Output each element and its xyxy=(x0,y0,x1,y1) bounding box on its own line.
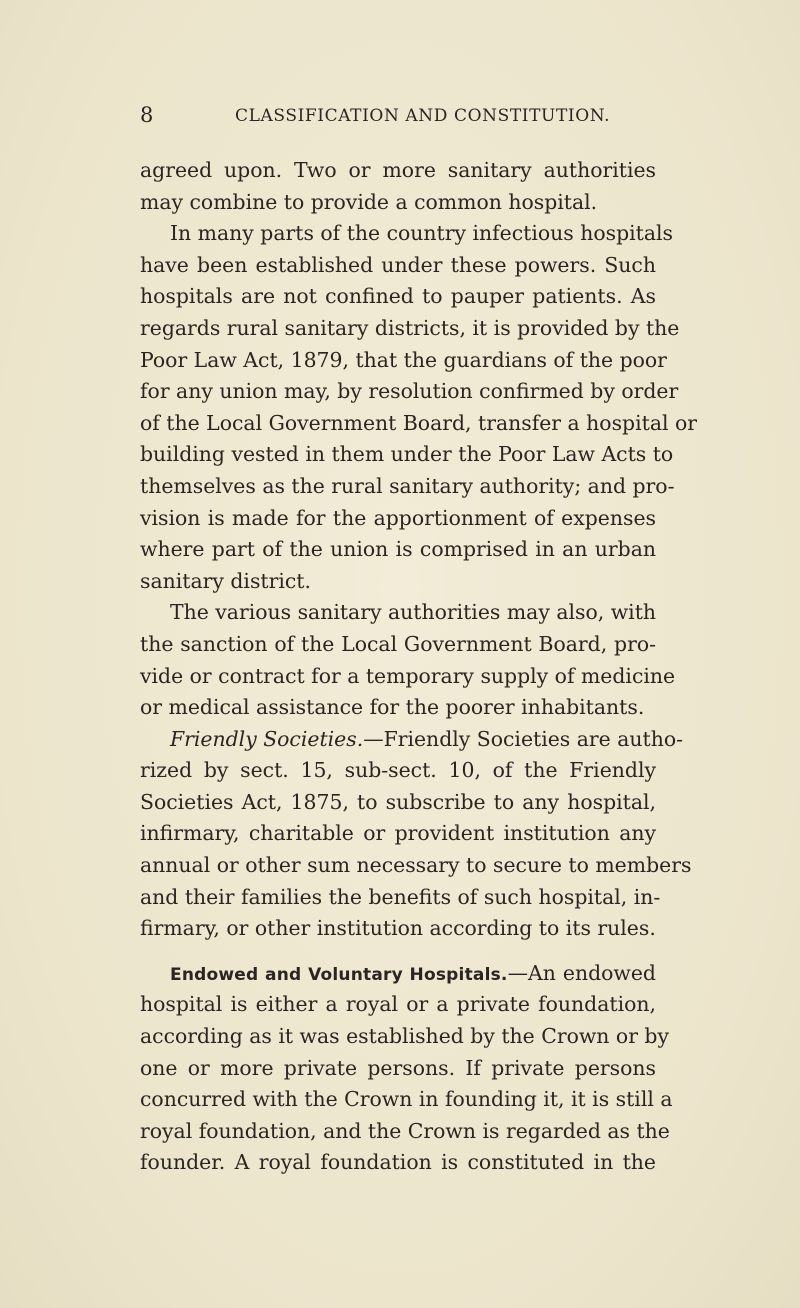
section-heading-endowed-hospitals: Endowed and Voluntary Hospitals. xyxy=(170,964,508,985)
text-line: and their families the benefits of such hospital, in- xyxy=(140,884,661,909)
text-line xyxy=(140,724,683,756)
text-line: vide or contract for a temporary supply of medicine xyxy=(140,663,676,688)
text-line: infirmary, charitable or provident institution any xyxy=(140,821,656,846)
running-head: CLASSIFICATION AND CONSTITUTION. xyxy=(235,106,611,126)
text-line: hospital is either a royal or a private foundation, xyxy=(140,992,656,1017)
text-line: have been established under these powers. Such xyxy=(140,252,656,277)
text-line: themselves as the rural sanitary authority; and pro- xyxy=(140,473,675,498)
text-line: In many parts of the country infectious hospitals xyxy=(170,221,674,246)
text-line: Poor Law Act, 1879, that the guardians of the poor xyxy=(140,347,667,372)
text-line: building vested in them under the Poor Law Acts to xyxy=(140,442,674,467)
page-header xyxy=(140,103,660,133)
text-line xyxy=(140,958,656,990)
text-line: rized by sect. 15, sub-sect. 10, of the Friendly xyxy=(140,758,656,783)
text-line: firmary, or other institution according to its rules. xyxy=(140,916,656,941)
text-line: founder. A royal foundation is constituted in the xyxy=(140,1150,656,1175)
text-run: —Friendly Societies are autho- xyxy=(363,726,683,751)
text-line: regards rural sanitary districts, it is provided by the xyxy=(140,315,680,340)
text-line: Societies Act, 1875, to subscribe to any hospital, xyxy=(140,789,656,814)
text-line: where part of the union is comprised in an urban xyxy=(140,537,656,562)
text-line: hospitals are not confined to pauper patients. As xyxy=(140,284,656,309)
text-line: the sanction of the Local Government Board, pro- xyxy=(140,631,656,656)
text-line: or medical assistance for the poorer inhabitants. xyxy=(140,695,645,720)
text-line: concurred with the Crown in founding it, it is still a xyxy=(140,1087,673,1112)
section-heading-friendly-societies: Friendly Societies. xyxy=(170,726,364,751)
text-line: sanitary district. xyxy=(140,568,311,593)
body-text xyxy=(140,155,697,1179)
text-run: —An endowed xyxy=(507,960,656,985)
text-line: The various sanitary authorities may also, with xyxy=(170,600,657,625)
text-line: agreed upon. Two or more sanitary authorities xyxy=(140,158,656,182)
text-line: according as it was established by the Crown or by xyxy=(140,1024,669,1049)
text-line: of the Local Government Board, transfer a hospital or xyxy=(140,410,697,435)
text-line: may combine to provide a common hospital. xyxy=(140,189,598,214)
text-line: for any union may, by resolution confirmed by order xyxy=(140,379,679,404)
text-line: vision is made for the apportionment of expenses xyxy=(140,505,656,530)
text-line: one or more private persons. If private persons xyxy=(140,1055,656,1080)
paragraph-gap xyxy=(140,945,656,958)
text-line: annual or other sum necessary to secure to members xyxy=(140,853,692,878)
page-number: 8 xyxy=(140,103,154,127)
text-line: royal foundation, and the Crown is regarded as the xyxy=(140,1118,670,1143)
